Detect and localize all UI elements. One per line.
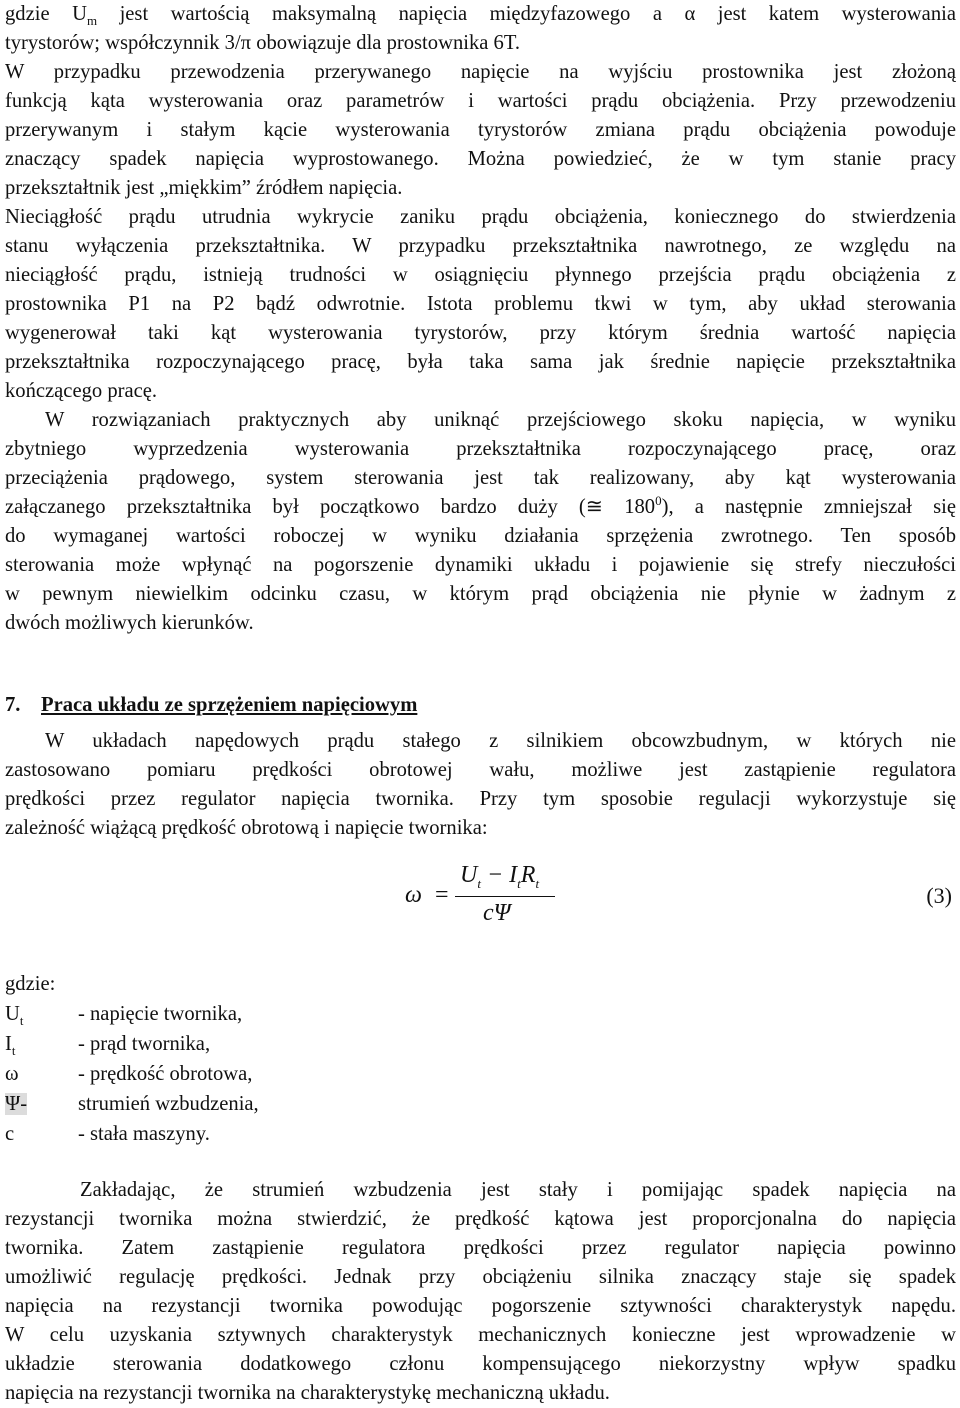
text-line: Zakładając, że strumień wzbudzenia jest stały i pomijając spadek napięcia na — [80, 1179, 956, 1201]
text-line: rezystancji twornika można stwierdzić, że prędkość kątowa jest proporcjonalna do napięcia — [5, 1208, 956, 1230]
text-line: w pewnym niewielkim odcinku czasu, w którym prąd obciążenia nie płynie w żadnym z — [5, 583, 956, 605]
text-line: W przypadku przewodzenia przerywanego napięcie na wyjściu prostownika jest złożoną — [5, 61, 956, 83]
text-line: tyrystorów; współczynnik 3/π obowiązuje dla prostownika 6T. — [5, 32, 521, 54]
text-line: układzie sterowania dodatkowego członu kompensującego niekorzystny wpływ spadku — [5, 1353, 956, 1375]
text-line: znaczący spadek napięcia wyprostowanego. Można powiedzieć, że w tym stanie pracy — [5, 148, 956, 170]
text-line: Nieciągłość prądu utrudnia wykrycie zaniku prądu obciążenia, koniecznego do stwierdzenia — [5, 206, 956, 228]
section-number: 7. — [5, 694, 21, 716]
text-line: funkcją kąta wysterowania oraz parametrów i wartości prądu obciążenia. Przy przewodzeniu — [5, 90, 956, 112]
text-line: napięcia na rezystancji twornika na charakterystykę mechaniczną układu. — [5, 1382, 610, 1404]
formula — [405, 862, 565, 932]
text-line: przekształtnik jest „miękkim” źródłem napięcia. — [5, 177, 403, 199]
text-line: przekształtnika rozpoczynającego pracę, była taka sama jak średnie napięcie przekształtnika — [5, 351, 956, 373]
text-line: wygenerował taki kąt wysterowania tyrystorów, przy którym średnia wartość napięcia — [5, 322, 956, 344]
section-heading — [5, 691, 417, 720]
legend-item: c - stała maszyny. — [5, 1123, 210, 1145]
text-line: zbytniego wyprzedzenia wysterowania przekształtnika rozpoczynającego pracę, oraz — [5, 438, 956, 460]
approx-symbol: ≅ — [585, 496, 604, 518]
text-line: W układach napędowych prądu stałego z silnikiem obcowzbudnym, w których nie — [45, 730, 956, 752]
text-line: sterowania może wpłynąć na pogorszenie dynamiki układu i pojawienie się strefy nieczułości — [5, 554, 956, 576]
text-line: załączanego przekształtnika był początkowo bardzo duży (≅ $180^0$), a następnie zmniejszał się — [5, 493, 956, 518]
text-line: zastosowano pomiaru prędkości obrotowej wału, możliwe jest zastąpienie regulatora — [5, 759, 956, 781]
text-line: umożliwić regulację prędkości. Jednak przy obciążeniu silnika znaczący staje się spadek — [5, 1266, 956, 1288]
text-line: napięcia na rezystancji twornika powodując pogorszenie sztywności charakterystyk napędu. — [5, 1295, 956, 1317]
formula-denominator: cΨ — [483, 900, 511, 926]
text-line: twornika. Zatem zastąpienie regulatora prędkości przez regulator napięcia powinno — [5, 1237, 956, 1259]
formula-number: (3) — [926, 883, 952, 908]
legend-item: $I_t$ - prąd twornika, — [5, 1033, 211, 1059]
formula-lhs: ω — [405, 882, 422, 908]
legend-item: Ψ- strumień wzbudzenia, — [5, 1093, 259, 1115]
fraction-bar — [455, 896, 555, 897]
text-line: przerywanym i stałym kącie wysterowania tyrystorów zmiana prądu obciążenia powoduje — [5, 119, 956, 141]
formula-eq: = — [435, 882, 449, 908]
text-line: kończącego pracę. — [5, 380, 158, 402]
text-line: prostownika P1 na P2 bądź odwrotnie. Istota problemu tkwi w tym, aby układ sterowania — [5, 293, 956, 315]
section-title: Praca układu ze sprzężeniem napięciowym — [41, 694, 418, 716]
text-line: gdzie $U_m$ jest wartością maksymalną napięcia międzyfazowego a α jest katem wysterowania — [5, 3, 956, 29]
legend-intro: gdzie: — [5, 973, 56, 995]
text-line: zależność wiążącą prędkość obrotową i napięcie twornika: — [5, 817, 488, 839]
legend-item: $U_t$ - napięcie twornika, — [5, 1003, 243, 1029]
text-line: stanu wyłączenia przekształtnika. W przypadku przekształtnika nawrotnego, ze względu na — [5, 235, 956, 257]
text-line: prędkości przez regulator napięcia twornika. Przy tym sposobie regulacji wykorzystuje się — [5, 788, 956, 810]
text-line: W celu uzyskania sztywnych charakterystyk mechanicznych konieczne jest wprowadzenie w — [5, 1324, 956, 1346]
text-line: W rozwiązaniach praktycznych aby uniknąć przejściowego skoku napięcia, w wyniku — [45, 409, 956, 431]
formula-numerator: $U_t - I_tR_t$ — [460, 862, 540, 891]
text-line: do wymaganej wartości roboczej w wyniku działania sprzężenia zwrotnego. Ten sposób — [5, 525, 956, 547]
text-line: dwóch możliwych kierunków. — [5, 612, 254, 634]
text-line: nieciągłość prądu, istnieją trudności w osiągnięciu płynnego przejścia prądu obciążenia z — [5, 264, 956, 286]
text-line: przeciążenia prądowego, system sterowania jest tak realizowany, aby kąt wysterowania — [5, 467, 956, 489]
legend-item: ω - prędkość obrotowa, — [5, 1063, 253, 1085]
